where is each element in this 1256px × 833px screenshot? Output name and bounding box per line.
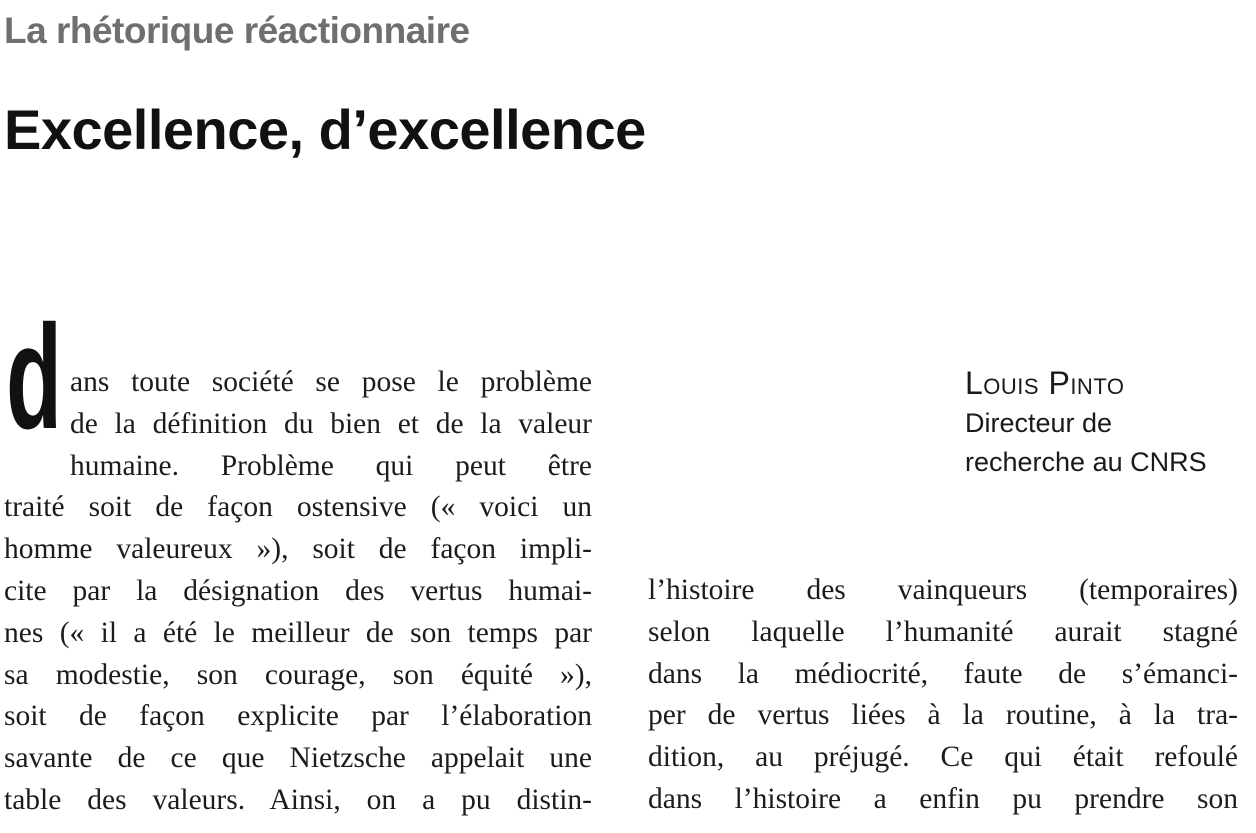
paragraph-line: humaine. Problème qui peut être: [70, 449, 592, 482]
section-kicker: La rhétorique réactionnaire: [4, 10, 470, 51]
paragraph-line: dans l’histoire a enfin pu prendre son: [648, 782, 1238, 815]
paragraph-line: savante de ce que Nietzsche appelait une: [4, 742, 592, 775]
article-column-left: [4, 362, 592, 822]
paragraph-line: traité soit de façon ostensive (« voici un: [4, 491, 592, 524]
author-byline: [965, 362, 1207, 482]
paragraph-line: nes (« il a été le meilleur de son temps par: [4, 616, 592, 649]
paragraph-line: cite par la désignation des vertus humai-: [4, 574, 592, 607]
author-role: recherche au CNRS: [965, 447, 1207, 477]
paragraph-line: de la définition du bien et de la valeur: [70, 407, 592, 440]
paragraph-line: per de vertus liées à la routine, à la tra-: [648, 699, 1238, 732]
paragraph-line: selon laquelle l’humanité aurait stagné: [648, 615, 1238, 648]
author-name: Louis Pinto: [965, 365, 1125, 401]
drop-cap: d: [6, 295, 63, 460]
paragraph-line: homme valeureux »), soit de façon impli-: [4, 533, 592, 566]
paragraph-line: soit de façon explicite par l’élaboration: [4, 700, 592, 733]
author-role: Directeur de: [965, 408, 1113, 438]
paragraph-line: dition, au préjugé. Ce qui était refoulé: [648, 741, 1238, 774]
paragraph-line: dans la médiocrité, faute de s’émanci-: [648, 657, 1238, 690]
article-title: Excellence, d’excellence: [4, 98, 646, 161]
paragraph-line: sa modestie, son courage, son équité »),: [4, 658, 592, 691]
paragraph-line: ans toute société se pose le problème: [70, 366, 592, 398]
paragraph-line: table des valeurs. Ainsi, on a pu distin-: [4, 783, 592, 816]
paragraph-line: l’histoire des vainqueurs (temporaires): [648, 574, 1238, 606]
article-column-right: [648, 570, 1238, 821]
